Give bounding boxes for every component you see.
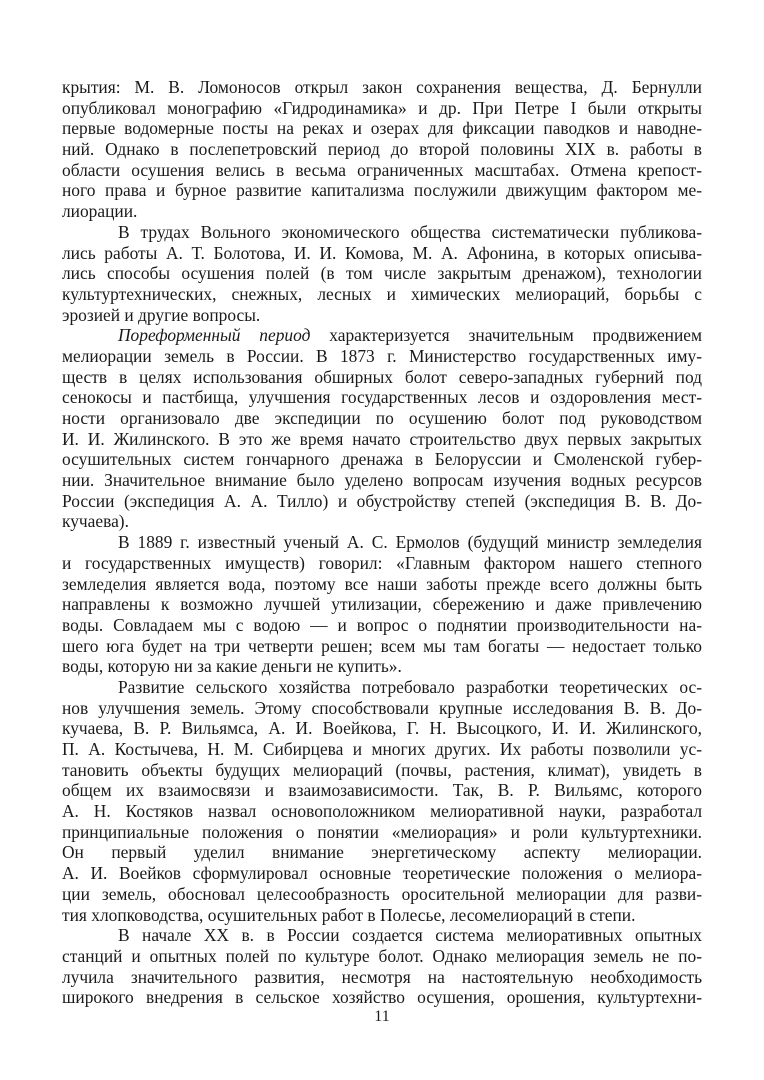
line-text: лиорации. <box>62 201 138 222</box>
line-text: воды, которую ни за какие деньги не купить». <box>62 656 402 677</box>
text-line <box>62 594 702 615</box>
line-text: земледелия является вода, поэтому все наши заботы прежде всего должны быть <box>62 573 702 594</box>
text-line <box>62 305 702 326</box>
line-text: П. А. Костычева, Н. М. Сибирцева и многих других. Их работы позволили ус- <box>62 739 702 759</box>
paragraph <box>62 532 702 677</box>
line-text: ции земель, обосновал целесообразность оросительной мелиорации для разви- <box>62 883 702 904</box>
line-text: тановить объекты будущих мелиораций (почвы, растения, климат), увидеть в <box>62 759 702 780</box>
paragraph <box>62 222 702 325</box>
line-text: И. И. Жилинского. В это же время начато строительство двух первых закрытых <box>62 428 702 449</box>
line-text: направлены к возможно лучшей утилизации, сбережению и даже привлечению <box>62 594 702 615</box>
line-text: Он первый уделил внимание энергетическому аспекту мелиорации. <box>62 842 702 863</box>
text-line <box>62 656 702 677</box>
line-text: России (экспедиция А. А. Тилло) и обустройству степей (экспедиция В. В. До- <box>62 490 702 511</box>
line-text: общем их взаимосвязи и взаимозависимости. Так, В. Р. Вильямс, которого <box>62 780 702 801</box>
text-line <box>62 925 702 946</box>
text-line <box>62 243 702 264</box>
text-line <box>62 760 702 781</box>
text-line <box>62 98 702 119</box>
line-text: В 1889 г. известный ученый А. С. Ермолов (будущий министр земледелия <box>118 532 702 553</box>
line-text: первые водомерные посты на реках и озерах для фиксации паводков и наводне- <box>62 118 702 139</box>
text-line <box>62 863 702 884</box>
line-text: культуртехнических, снежных, лесных и химических мелиораций, борьбы с <box>62 283 702 304</box>
line-text: кучаева, В. Р. Вильямса, А. И. Воейкова, Г. Н. Высоцкого, И. И. Жилинского, <box>62 718 702 739</box>
text-line <box>62 346 702 367</box>
text-line <box>62 553 702 574</box>
text-line <box>62 180 702 201</box>
line-text: В начале XX в. в России создается система мелиоративных опытных <box>118 925 702 946</box>
line-text: широкого внедрения в сельское хозяйство осушения, орошения, культуртехни- <box>62 987 702 1008</box>
italic-term: Пореформенный период <box>118 325 311 346</box>
text-line <box>62 367 702 388</box>
page-number: 11 <box>374 1008 390 1025</box>
text-line <box>62 698 702 719</box>
line-text: лучила значительного развития, несмотря на настоятельную необходимость <box>62 966 702 987</box>
text-line <box>62 387 702 408</box>
text-line <box>62 284 702 305</box>
line-text: нии. Значительное внимание было уделено вопросам изучения водных ресурсов <box>62 470 702 491</box>
text-line <box>62 822 702 843</box>
text-line <box>62 946 702 967</box>
paragraph <box>62 325 702 532</box>
line-text: лись способы осушения полей (в том числе закрытым дренажом), технологии <box>62 263 702 284</box>
line-text: Развитие сельского хозяйства потребовало разработки теоретических ос- <box>118 676 702 697</box>
text-line <box>62 263 702 284</box>
line-text: В трудах Вольного экономического общества систематически публикова- <box>118 221 702 242</box>
line-text: станций и опытных полей по культуре болот. Однако мелиорация земель не по- <box>62 945 702 966</box>
line-text: мелиорации земель в России. В 1873 г. Министерство государственных иму- <box>62 345 702 366</box>
line-text: и государственных имуществ) говорил: «Главным фактором нашего степного <box>62 552 702 573</box>
line-text: эрозией и другие вопросы. <box>62 304 261 325</box>
text-line <box>62 842 702 863</box>
text-line <box>62 491 702 512</box>
line-text: осушительных систем гончарного дренажа в Белоруссии и Смоленской губер- <box>62 449 702 470</box>
paragraph <box>62 925 702 1008</box>
paragraph <box>62 77 702 222</box>
line-text: А. И. Воейков сформулировал основные теоретические положения о мелиора- <box>62 863 702 884</box>
line-text: крытия: М. В. Ломоносов открыл закон сохранения вещества, Д. Бернулли <box>62 77 702 97</box>
text-line <box>62 160 702 181</box>
text-line <box>62 449 702 470</box>
text-line <box>62 222 702 243</box>
line-text: характеризуется значительным продвижением <box>310 325 703 346</box>
text-line <box>62 77 702 98</box>
line-text: А. Н. Костяков назвал основоположником мелиоративной науки, разработал <box>62 801 702 822</box>
text-line <box>62 511 702 532</box>
line-text: ний. Однако в послепетровский период до второй половины XIX в. работы в <box>62 139 702 160</box>
line-text: нов улучшения земель. Этому способствовали крупные исследования В. В. До- <box>62 697 702 718</box>
paragraph <box>62 677 702 925</box>
text-line <box>62 574 702 595</box>
page-body-text <box>62 77 702 1008</box>
text-line <box>62 532 702 553</box>
line-text: тия хлопководства, осушительных работ в Полесье, лесомелиораций в степи. <box>62 904 636 925</box>
line-text: ности организовало две экспедиции по осушению болот под руководством <box>62 408 702 428</box>
text-line <box>62 470 702 491</box>
text-line <box>62 987 702 1008</box>
text-line <box>62 967 702 988</box>
line-text: опубликовал монографию «Гидродинамика» и др. При Петре I были открыты <box>62 97 702 118</box>
text-line <box>62 739 702 760</box>
text-line <box>62 801 702 822</box>
line-text: ного права и бурное развитие капитализма послужили движущим фактором ме- <box>62 180 702 201</box>
line-text: лись работы А. Т. Болотова, И. И. Комова, М. А. Афонина, в которых описыва- <box>62 242 702 263</box>
text-line <box>62 408 702 429</box>
line-text: кучаева). <box>62 511 129 532</box>
text-line <box>62 677 702 698</box>
text-line <box>62 718 702 739</box>
line-text: воды. Совладаем мы с водою — и вопрос о поднятии производительности на- <box>62 614 702 635</box>
text-line <box>62 884 702 905</box>
line-text: принципиальные положения о понятии «мелиорация» и роли культуртехники. <box>62 821 702 842</box>
line-text: области осушения велись в весьма ограниченных масштабах. Отмена крепост- <box>62 159 702 180</box>
text-line <box>62 429 702 450</box>
text-line <box>62 636 702 657</box>
line-text: шего юга будет на три четверти решен; всем мы там богаты — недостает только <box>62 635 702 656</box>
line-text: сенокосы и пастбища, улучшения государственных лесов и оздоровления мест- <box>62 387 702 408</box>
text-line <box>62 325 702 346</box>
text-line <box>62 780 702 801</box>
text-line <box>62 905 702 926</box>
text-line <box>62 118 702 139</box>
text-line <box>62 139 702 160</box>
text-line <box>62 201 702 222</box>
text-line <box>62 615 702 636</box>
line-text: ществ в целях использования обширных болот северо-западных губерний под <box>62 366 702 387</box>
